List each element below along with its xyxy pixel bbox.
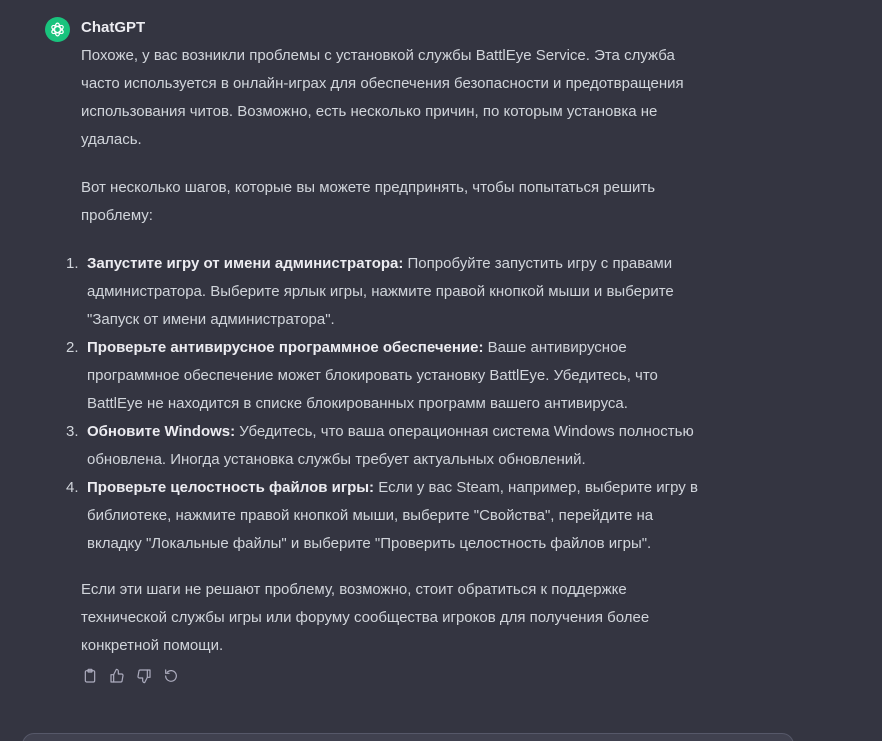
step-title: Обновите Windows: [87,423,236,440]
step-title: Проверьте антивирусное программное обеспечение: [87,339,484,356]
list-number: 1. [66,255,79,272]
copy-button[interactable] [81,667,99,685]
assistant-avatar [45,17,70,42]
list-number: 3. [66,423,79,440]
author-name: ChatGPT [81,19,146,36]
list-number: 4. [66,479,79,496]
step-text: Попробуйте запустить игру с правами администратора. Выберите ярлык игры, нажмите правой кнопкой мыши и выберите "Запуск от имени администратора". [87,255,674,328]
assistant-message [66,42,706,660]
openai-logo-icon [49,21,66,38]
message-composer[interactable] [22,733,794,741]
list-item [66,418,706,474]
list-item [66,474,706,558]
step-text: Если у вас Steam, например, выберите игру в библиотеке, нажмите правой кнопкой мыши, выберите "Свойства", перейдите на вкладку "Локальные файлы" и выберите "Проверить целостность файлов игры". [87,479,698,552]
outro-paragraph: Если эти шаги не решают проблему, возможно, стоит обратиться к поддержке технической службы игры или форуму сообщества игроков для получения более конкретной помощи. [81,581,650,654]
clipboard-icon [82,668,98,684]
thumbs-down-icon [136,668,152,684]
intro-paragraph: Похоже, у вас возникли проблемы с установкой службы BattlEye Service. Эта служба часто используется в онлайн-играх для обеспечения безопасности и предотвращения использования читов. Возможно, есть несколько причин, по которым установка не удалась. [81,47,684,148]
step-title: Проверьте целостность файлов игры: [87,479,375,496]
list-item [66,334,706,418]
message-actions [81,667,180,685]
list-number: 2. [66,339,79,356]
thumbs-up-icon [109,668,125,684]
step-title: Запустите игру от имени администратора: [87,255,404,272]
list-item [66,250,706,334]
regenerate-button[interactable] [162,667,180,685]
step-text: Ваше антивирусное программное обеспечение может блокировать установку BattlEye. Убедитесь, что BattlEye не находится в списке блокированных программ вашего антивируса. [87,339,658,412]
step-text: Убедитесь, что ваша операционная система Windows полностью обновлена. Иногда установка службы требует актуальных обновлений. [87,423,694,468]
lead-paragraph: Вот несколько шагов, которые вы можете предпринять, чтобы попытаться решить проблему: [81,179,656,224]
thumbs-up-button[interactable] [108,667,126,685]
steps-list [66,250,706,558]
thumbs-down-button[interactable] [135,667,153,685]
regenerate-icon [163,668,179,684]
